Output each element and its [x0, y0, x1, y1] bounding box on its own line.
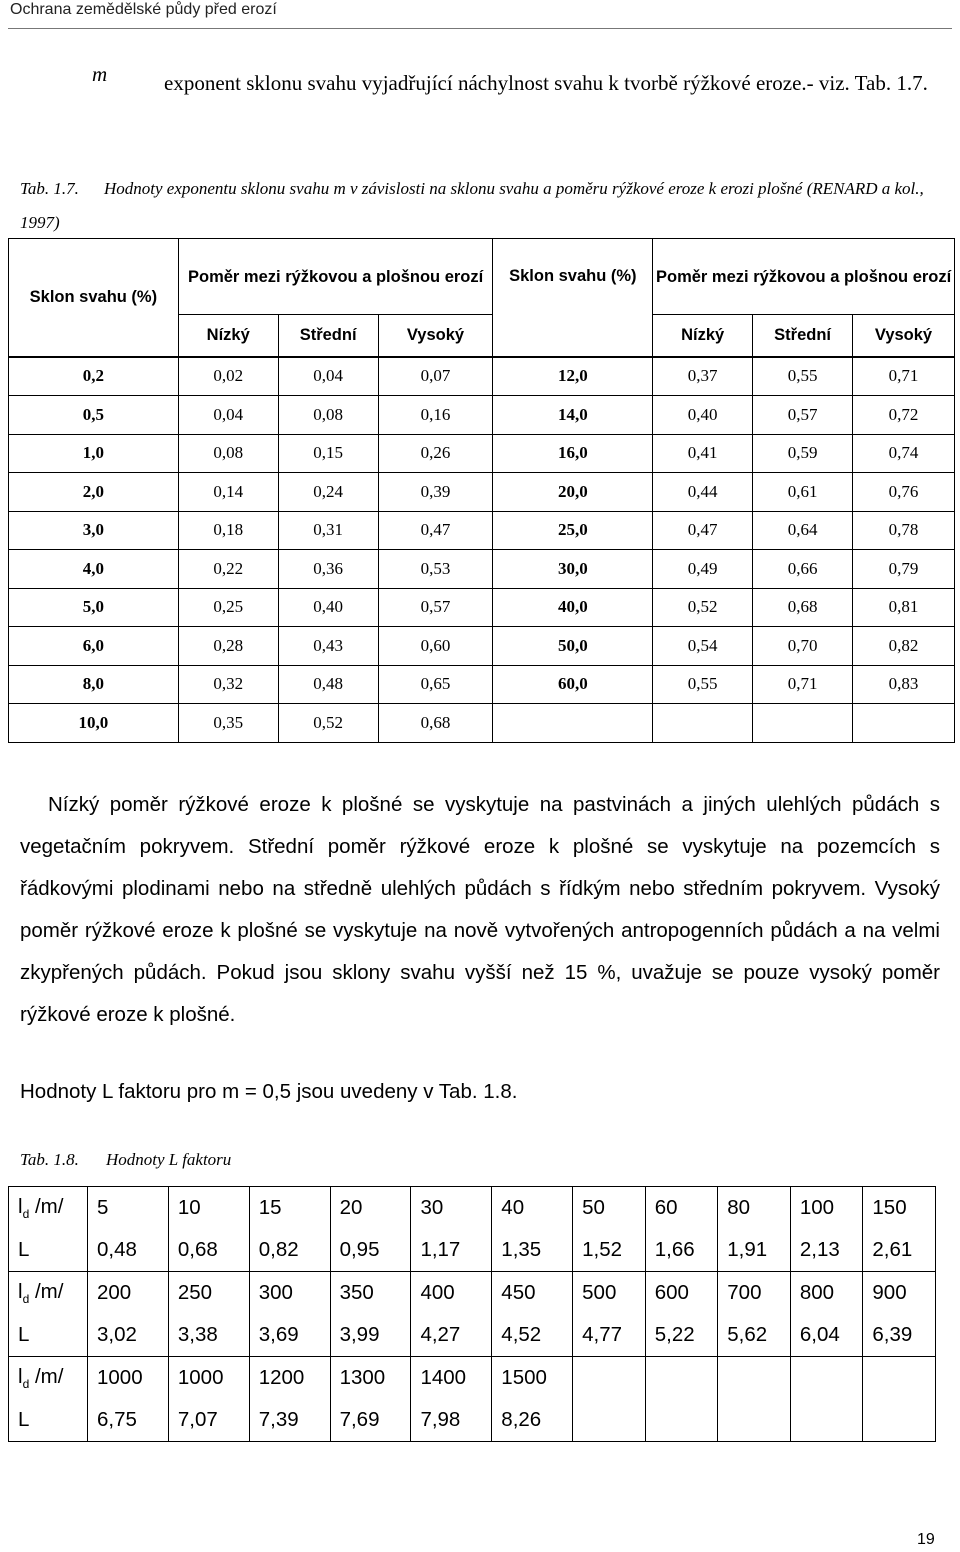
table-cell: 0,72 — [853, 396, 955, 435]
table-cell: 40,0 — [493, 588, 653, 627]
ld-cell — [645, 1357, 718, 1400]
ld-cell: 150 — [863, 1187, 936, 1230]
L-cell — [863, 1399, 936, 1442]
ld-cell: 50 — [573, 1187, 646, 1230]
table-cell: 0,07 — [378, 357, 493, 396]
L-row — [9, 1314, 936, 1357]
L-cell: 1,17 — [411, 1229, 492, 1272]
table-cell — [853, 704, 955, 743]
table-row — [9, 511, 955, 550]
table-cell: 0,15 — [278, 434, 378, 473]
table-cell: 0,71 — [753, 665, 853, 704]
ld-cell: 1200 — [249, 1357, 330, 1400]
ld-cell — [718, 1357, 791, 1400]
table-row — [9, 588, 955, 627]
table-cell: 0,71 — [853, 357, 955, 396]
ld-cell: 1000 — [168, 1357, 249, 1400]
table-cell: 0,57 — [753, 396, 853, 435]
table-cell: 0,43 — [278, 627, 378, 666]
table-cell: 4,0 — [9, 550, 179, 589]
table-cell: 14,0 — [493, 396, 653, 435]
header-ratio: Poměr mezi rýžkovou a plošnou erozí — [178, 239, 493, 315]
table-cell: 0,02 — [178, 357, 278, 396]
header-high: Vysoký — [378, 315, 493, 357]
L-cell: 1,35 — [492, 1229, 573, 1272]
ld-label-l: l — [18, 1279, 23, 1303]
table-cell: 0,47 — [378, 511, 493, 550]
header-slope: Sklon svahu (%) — [9, 239, 179, 357]
ld-row — [9, 1187, 936, 1230]
table-cell: 0,57 — [378, 588, 493, 627]
table-cell: 10,0 — [9, 704, 179, 743]
table-cell: 0,31 — [278, 511, 378, 550]
table-row — [9, 473, 955, 512]
ld-cell: 30 — [411, 1187, 492, 1230]
L-cell: 2,61 — [863, 1229, 936, 1272]
ld-cell: 900 — [863, 1272, 936, 1315]
ld-label-l: l — [18, 1364, 23, 1388]
table-cell: 0,35 — [178, 704, 278, 743]
L-cell: 0,68 — [168, 1229, 249, 1272]
table1-body — [9, 357, 955, 743]
ld-cell: 450 — [492, 1272, 573, 1315]
table-cell: 0,26 — [378, 434, 493, 473]
header-low-2: Nízký — [653, 315, 753, 357]
table-cell: 60,0 — [493, 665, 653, 704]
ld-cell: 300 — [249, 1272, 330, 1315]
table-cell: 0,14 — [178, 473, 278, 512]
table-cell: 5,0 — [9, 588, 179, 627]
L-cell: 5,22 — [645, 1314, 718, 1357]
L-cell: 7,39 — [249, 1399, 330, 1442]
table-cell: 0,04 — [278, 357, 378, 396]
table-cell: 0,5 — [9, 396, 179, 435]
ld-cell: 350 — [330, 1272, 411, 1315]
ld-label-sub: d — [22, 1207, 30, 1222]
ld-label-unit: /m/ — [29, 1279, 64, 1303]
L-cell: 3,69 — [249, 1314, 330, 1357]
ld-label-unit: /m/ — [29, 1194, 64, 1218]
L-cell: 1,52 — [573, 1229, 646, 1272]
table-cell: 0,47 — [653, 511, 753, 550]
table-cell: 20,0 — [493, 473, 653, 512]
table-cell: 0,37 — [653, 357, 753, 396]
table-cell: 0,24 — [278, 473, 378, 512]
table-cell: 12,0 — [493, 357, 653, 396]
table-cell: 0,16 — [378, 396, 493, 435]
ld-cell: 1400 — [411, 1357, 492, 1400]
table-cell: 0,68 — [378, 704, 493, 743]
table-cell: 0,81 — [853, 588, 955, 627]
L-cell: 5,62 — [718, 1314, 791, 1357]
L-cell: 0,48 — [88, 1229, 169, 1272]
table-row — [9, 627, 955, 666]
table-cell: 0,74 — [853, 434, 955, 473]
table1-caption-text: Hodnoty exponentu sklonu svahu m v závislosti na sklonu svahu a poměru rýžkové eroze k erozi plošné (RENARD a kol., 1997) — [20, 179, 924, 232]
table-row — [9, 665, 955, 704]
table-cell: 0,79 — [853, 550, 955, 589]
table-cell: 0,64 — [753, 511, 853, 550]
table-cell: 0,68 — [753, 588, 853, 627]
table-cell: 0,59 — [753, 434, 853, 473]
ld-cell: 15 — [249, 1187, 330, 1230]
header-mid: Střední — [278, 315, 378, 357]
ld-label-l: l — [18, 1194, 23, 1218]
L-cell: 1,91 — [718, 1229, 791, 1272]
table-cell: 0,39 — [378, 473, 493, 512]
ld-label-sub: d — [22, 1377, 30, 1392]
table-cell: 0,40 — [653, 396, 753, 435]
header-low: Nízký — [178, 315, 278, 357]
table-cell: 0,04 — [178, 396, 278, 435]
L-cell: 0,82 — [249, 1229, 330, 1272]
L-cell: 3,99 — [330, 1314, 411, 1357]
table-cell: 6,0 — [9, 627, 179, 666]
definition-text: exponent sklonu svahu vyjadřující náchylnost svahu k tvorbě rýžkové eroze.- viz. Tab. 1.7. — [164, 71, 928, 95]
L-cell: 2,13 — [790, 1229, 863, 1272]
ld-cell: 700 — [718, 1272, 791, 1315]
L-cell — [790, 1399, 863, 1442]
ld-cell: 5 — [88, 1187, 169, 1230]
table-cell: 0,53 — [378, 550, 493, 589]
ld-row — [9, 1357, 936, 1400]
ld-cell: 600 — [645, 1272, 718, 1315]
L-row — [9, 1229, 936, 1272]
slope-exponent-table — [8, 238, 955, 743]
table-cell — [753, 704, 853, 743]
L-label: L — [9, 1399, 88, 1442]
table-cell: 1,0 — [9, 434, 179, 473]
L-cell: 4,52 — [492, 1314, 573, 1357]
table-cell: 0,22 — [178, 550, 278, 589]
table-cell: 0,60 — [378, 627, 493, 666]
table-cell: 0,36 — [278, 550, 378, 589]
table2-caption — [20, 1150, 231, 1170]
ld-label-unit: /m/ — [29, 1364, 64, 1388]
table-cell: 0,40 — [278, 588, 378, 627]
ld-label — [9, 1357, 88, 1400]
table-cell: 0,52 — [653, 588, 753, 627]
table-row — [9, 550, 955, 589]
table-cell: 0,70 — [753, 627, 853, 666]
header-mid-2: Střední — [753, 315, 853, 357]
table-cell: 0,52 — [278, 704, 378, 743]
L-cell: 7,07 — [168, 1399, 249, 1442]
L-cell: 8,26 — [492, 1399, 573, 1442]
table-cell: 0,55 — [753, 357, 853, 396]
table-cell: 0,48 — [278, 665, 378, 704]
header-ratio-2: Poměr mezi rýžkovou a plošnou erozí — [653, 239, 955, 315]
table-cell: 0,78 — [853, 511, 955, 550]
lfactor-sentence: Hodnoty L faktoru pro m = 0,5 jsou uvedeny v Tab. 1.8. — [20, 1080, 518, 1103]
L-cell: 6,39 — [863, 1314, 936, 1357]
table-cell: 16,0 — [493, 434, 653, 473]
L-cell: 7,98 — [411, 1399, 492, 1442]
table-cell: 2,0 — [9, 473, 179, 512]
L-cell: 3,02 — [88, 1314, 169, 1357]
table-cell: 0,83 — [853, 665, 955, 704]
table-cell — [493, 704, 653, 743]
ld-cell: 40 — [492, 1187, 573, 1230]
ld-cell: 400 — [411, 1272, 492, 1315]
ld-row — [9, 1272, 936, 1315]
table-cell: 0,08 — [178, 434, 278, 473]
table-cell: 3,0 — [9, 511, 179, 550]
table-cell: 0,28 — [178, 627, 278, 666]
L-cell: 7,69 — [330, 1399, 411, 1442]
table-cell: 0,65 — [378, 665, 493, 704]
table-cell: 0,66 — [753, 550, 853, 589]
ld-cell — [573, 1357, 646, 1400]
table-row — [9, 434, 955, 473]
table-cell: 0,76 — [853, 473, 955, 512]
ld-cell: 20 — [330, 1187, 411, 1230]
L-label: L — [9, 1314, 88, 1357]
L-cell: 0,95 — [330, 1229, 411, 1272]
lfactor-table — [8, 1186, 936, 1442]
table-cell — [653, 704, 753, 743]
L-cell: 4,77 — [573, 1314, 646, 1357]
table-cell: 25,0 — [493, 511, 653, 550]
ld-cell: 1300 — [330, 1357, 411, 1400]
ld-cell — [863, 1357, 936, 1400]
ld-cell: 60 — [645, 1187, 718, 1230]
ld-cell — [790, 1357, 863, 1400]
L-row — [9, 1399, 936, 1442]
ld-cell: 10 — [168, 1187, 249, 1230]
page-number: 19 — [917, 1531, 935, 1548]
paragraph-text: Nízký poměr rýžkové eroze k plošné se vyskytuje na pastvinách a jiných ulehlých půdách s vegetačním pokryvem. Střední poměr rýžkové eroze k plošné se vyskytuje na pozemcích s řádkovými plodinami nebo na středně ulehlých půdách s řídkým nebo středním pokryvem. Vysoký poměr rýžkové eroze k plošné se vyskytuje na nově vytvořených antropogenních půdách a na velmi zkypřených půdách. Pokud jsou sklony svahu vyšší než 15 %, uvažuje se pouze vysoký poměr rýžkové eroze k plošné. — [20, 793, 940, 1026]
ld-cell: 500 — [573, 1272, 646, 1315]
table-cell: 0,18 — [178, 511, 278, 550]
L-label: L — [9, 1229, 88, 1272]
table-cell: 0,25 — [178, 588, 278, 627]
running-header: Ochrana zemědělské půdy před erozí — [10, 1, 277, 18]
L-cell: 3,38 — [168, 1314, 249, 1357]
ld-cell: 250 — [168, 1272, 249, 1315]
ld-label — [9, 1187, 88, 1230]
table-cell: 0,61 — [753, 473, 853, 512]
L-cell: 6,04 — [790, 1314, 863, 1357]
L-cell: 6,75 — [88, 1399, 169, 1442]
L-cell — [645, 1399, 718, 1442]
ld-label — [9, 1272, 88, 1315]
ld-cell: 800 — [790, 1272, 863, 1315]
ld-cell: 100 — [790, 1187, 863, 1230]
ld-cell: 1500 — [492, 1357, 573, 1400]
table-cell: 30,0 — [493, 550, 653, 589]
table-row — [9, 704, 955, 743]
definition-symbol: m — [92, 62, 108, 86]
table-cell: 50,0 — [493, 627, 653, 666]
table-cell: 0,44 — [653, 473, 753, 512]
table-cell: 0,54 — [653, 627, 753, 666]
ld-cell: 1000 — [88, 1357, 169, 1400]
L-cell — [718, 1399, 791, 1442]
L-cell: 1,66 — [645, 1229, 718, 1272]
table2-body — [9, 1187, 936, 1442]
ld-label-sub: d — [22, 1292, 30, 1307]
ld-cell: 80 — [718, 1187, 791, 1230]
table-cell: 0,49 — [653, 550, 753, 589]
table-cell: 0,55 — [653, 665, 753, 704]
header-high-2: Vysoký — [853, 315, 955, 357]
header-rule — [8, 28, 952, 29]
L-cell — [573, 1399, 646, 1442]
table1-caption-label: Tab. 1.7. — [20, 179, 79, 198]
header-slope-2: Sklon svahu (%) — [493, 239, 653, 357]
table1-caption — [20, 172, 945, 240]
table-cell: 0,2 — [9, 357, 179, 396]
table-row — [9, 357, 955, 396]
table-cell: 0,82 — [853, 627, 955, 666]
ld-cell: 200 — [88, 1272, 169, 1315]
table-cell: 0,08 — [278, 396, 378, 435]
body-paragraph — [20, 784, 940, 1036]
table-cell: 8,0 — [9, 665, 179, 704]
table2-caption-label: Tab. 1.8. — [20, 1150, 79, 1169]
table-cell: 0,41 — [653, 434, 753, 473]
L-cell: 4,27 — [411, 1314, 492, 1357]
table2-caption-text: Hodnoty L faktoru — [106, 1150, 232, 1169]
table-cell: 0,32 — [178, 665, 278, 704]
table-row — [9, 396, 955, 435]
